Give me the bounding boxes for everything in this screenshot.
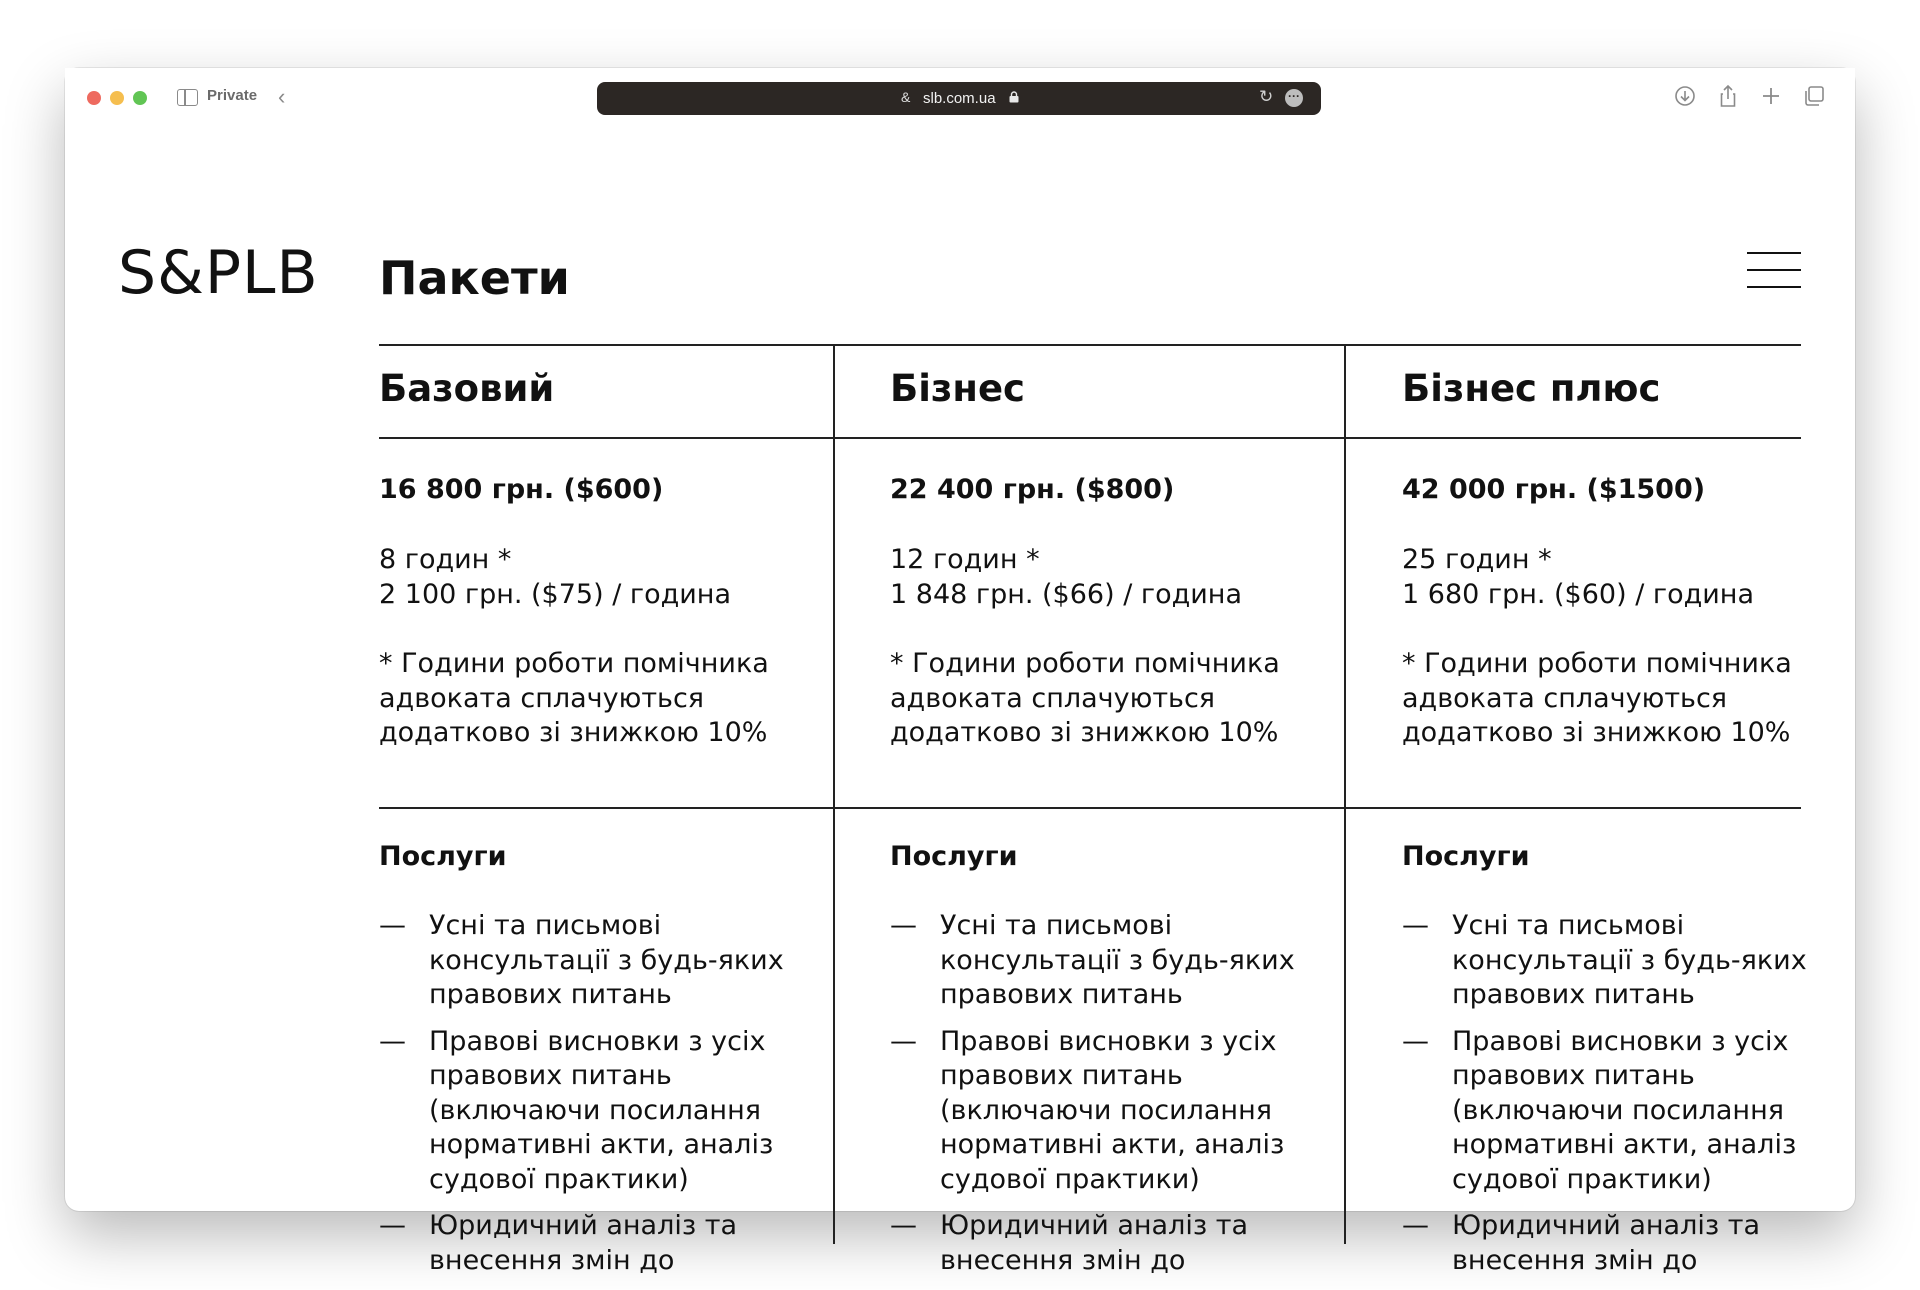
minimize-window-button[interactable] (110, 91, 124, 105)
hours-text: 8 годин * (379, 544, 512, 575)
column-divider (1344, 344, 1346, 1244)
list-item: — Правові висновки з усіх правових питань (включаючи посилання нормативні акти, аналіз судової практики) (379, 1025, 819, 1198)
close-window-button[interactable] (87, 91, 101, 105)
package-hours (379, 543, 731, 612)
browser-toolbar (65, 68, 1855, 128)
package-name: Базовий (379, 367, 555, 410)
package-note: * Години роботи помічника адвоката сплачуються додатково зі знижкою 10% (890, 648, 1280, 748)
address-bar[interactable] (597, 82, 1321, 115)
hours-text: 25 годин * (1402, 544, 1552, 575)
service-text: Усні та письмові консультації з будь-яких правових питань (1452, 910, 1807, 1010)
package-price: 42 000 грн. ($1500) (1402, 474, 1706, 505)
page-title: Пакети (379, 251, 570, 305)
package-note: * Години роботи помічника адвоката сплачуються додатково зі знижкою 10% (1402, 648, 1792, 748)
web-page (65, 128, 1855, 1276)
list-item: — Юридичний аналіз та внесення змін до (379, 1209, 819, 1278)
service-text: Усні та письмові консультації з будь-яких правових питань (429, 910, 784, 1010)
package-name: Бізнес (890, 367, 1025, 410)
package-hours (1402, 543, 1754, 612)
private-label: Private (207, 87, 258, 104)
service-text: Правові висновки з усіх правових питань (включаючи посилання нормативні акти, аналіз судової практики) (1452, 1025, 1797, 1195)
package-hours (890, 543, 1242, 612)
more-options-icon[interactable]: ··· (1285, 89, 1303, 107)
list-item: — Правові висновки з усіх правових питань (включаючи посилання нормативні акти, аналіз судової практики) (890, 1025, 1330, 1198)
share-icon[interactable] (1714, 82, 1742, 110)
zoom-window-button[interactable] (133, 91, 147, 105)
tab-overview-icon[interactable] (1800, 82, 1828, 110)
package-price: 22 400 грн. ($800) (890, 474, 1175, 505)
list-item: — Правові висновки з усіх правових питань (включаючи посилання нормативні акти, аналіз судової практики) (1402, 1025, 1842, 1198)
package-price: 16 800 грн. ($600) (379, 474, 664, 505)
services-title: Послуги (1402, 841, 1530, 872)
rate-text: 1 680 грн. ($60) / година (1402, 578, 1755, 610)
back-button[interactable]: ‹ (278, 84, 286, 109)
url-text: slb.com.ua (923, 90, 996, 107)
hamburger-menu-icon[interactable] (1747, 250, 1801, 292)
new-tab-icon[interactable] (1757, 82, 1785, 110)
services-list (379, 909, 819, 1290)
rate-text: 1 848 грн. ($66) / година (890, 578, 1243, 610)
list-item: — Усні та письмові консультації з будь-яких правових питань (379, 909, 819, 1013)
services-list (890, 909, 1330, 1290)
service-text: Юридичний аналіз та внесення змін до (940, 1210, 1249, 1276)
list-item: — Юридичний аналіз та внесення змін до (1402, 1209, 1842, 1278)
services-title: Послуги (379, 841, 507, 872)
service-text: Юридичний аналіз та внесення змін до (429, 1210, 738, 1276)
table-divider (379, 344, 1801, 346)
list-item: — Юридичний аналіз та внесення змін до (890, 1209, 1330, 1278)
hours-text: 12 годин * (890, 544, 1040, 575)
site-favicon-icon: & (901, 89, 911, 105)
table-divider (379, 807, 1801, 809)
lock-icon (1009, 91, 1019, 103)
service-text: Юридичний аналіз та внесення змін до (1452, 1210, 1761, 1276)
services-list (1402, 909, 1842, 1290)
download-icon[interactable] (1671, 82, 1699, 110)
service-text: Правові висновки з усіх правових питань (включаючи посилання нормативні акти, аналіз судової практики) (940, 1025, 1285, 1195)
browser-window (65, 68, 1855, 1276)
service-text: Усні та письмові консультації з будь-яких правових питань (940, 910, 1295, 1010)
sidebar-toggle-icon[interactable] (177, 89, 198, 106)
package-note: * Години роботи помічника адвоката сплачуються додатково зі знижкою 10% (379, 648, 769, 748)
package-name: Бізнес плюс (1402, 367, 1661, 410)
list-item: — Усні та письмові консультації з будь-яких правових питань (890, 909, 1330, 1013)
packages-table (379, 344, 1807, 1276)
service-text: Правові висновки з усіх правових питань (включаючи посилання нормативні акти, аналіз судової практики) (429, 1025, 774, 1195)
column-divider (833, 344, 835, 1244)
site-logo[interactable]: S&PLB (118, 238, 319, 308)
services-title: Послуги (890, 841, 1018, 872)
rate-text: 2 100 грн. ($75) / година (379, 578, 732, 610)
reload-icon[interactable]: ↻ (1259, 87, 1274, 106)
table-divider (379, 437, 1801, 439)
list-item: — Усні та письмові консультації з будь-яких правових питань (1402, 909, 1842, 1013)
